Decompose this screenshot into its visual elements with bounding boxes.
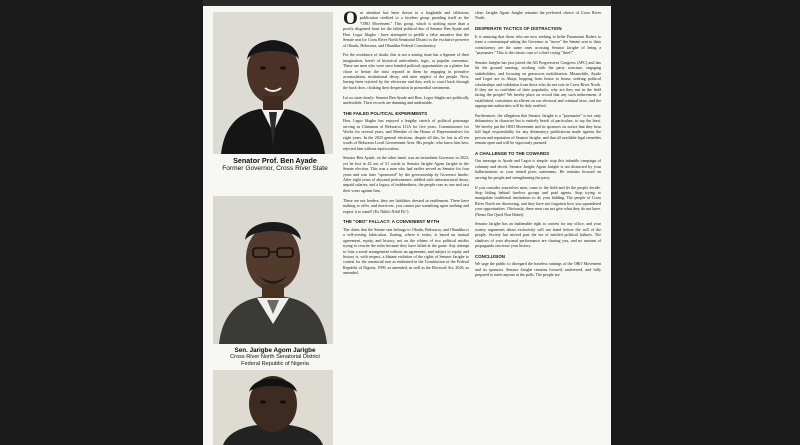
- paragraph: Let us state clearly: Senator Ben Ayade and Hon. Legor Idagbo are politically unelectable. Their records are damning and undeniable.: [343, 94, 469, 106]
- article-column-1: [343, 10, 469, 280]
- section-heading: THE "OBO" FALLACY: A CONVENIENT MYTH: [343, 218, 440, 224]
- paragraph-text: ur attention has been drawn to a laughable and fallacious publication credited to a faceless group parading itself as the "OBO Movement." This group, which is nothing more than a poorly disguised front for the failed political duo of Senator Ben Ayade and Hon. Legor Idagbo - have attempted to peddle a false narrative that the Senate seat for Cross River North Senatorial District is the exclusive preserve of Obudu, Bekwarra, and Obanliku Federal Constituency.: [343, 10, 469, 48]
- section-heading: A CHALLENGE TO THE COWARDS: [475, 150, 550, 156]
- paragraph: We urge the public to disregard the baseless rantings of the OBO Movement and its sponsors. Senator Jarigbe remains focused, undeterred, and fully prepared to meet anyone at the polls. The people are: [475, 261, 601, 278]
- paragraph: Senator Ben Ayade, on the other hand, was an incumbent Governor in 2023, yet he lost in 42 out of 51 wards to Senator Jarigbe Agom Jarigbe in the Senate election. This was a man who had earlier served as Senator for four years and was later "sponsored" by the governorship by Governor Imoke. After eight years of abysmal performance, riddled with infrastructural decay, unpaid salaries, and a legacy of indebtedness, the people rose as one and cast their votes against him.: [343, 155, 469, 193]
- caption-jarigbe-role-1: Cross River North Senatorial District: [230, 354, 320, 361]
- portrait-jarigbe-image: [213, 196, 333, 344]
- section-heading: DESPERATE TACTICS OF DISTRACTION: [475, 25, 562, 31]
- drop-cap: O: [343, 8, 358, 29]
- paragraph: Our message to Ayade and Legor is simple: stop this infantile campaign of calumny and deceit. Senator Jarigbe Agom Jarigbe is not distracted by your hallucinations or your rented press statements. He remains focused on serving his people and strengthening the party.: [475, 158, 601, 180]
- paragraph: For the avoidance of doubt, this is not a zoning issue but a figment of their imagination, bereft of historical antecedents, logic, or popular consensus. These are men who were once handed political opportunities on a platter but chose to betray the trust reposed in them by engaging in primitive accumulation, institutional decay, and utter neglect of the people. Now, having been rejected by the electorate and they seek to crawl back through the back door, cloaking their desperation in primordial sentiments.: [343, 52, 469, 90]
- photo-legor: [213, 370, 333, 445]
- top-border: [203, 0, 611, 6]
- caption-jarigbe-name: Sen. Jarigbe Agom Jarigbe: [234, 347, 316, 354]
- portrait-legor-image: [213, 370, 333, 445]
- photo-jarigbe: [213, 196, 333, 344]
- article-column-2: [475, 10, 601, 282]
- paragraph: Senator Jarigbe has just joined the All Progressives Congress (APC) and has hit the ground running, working with the party structure, engaging stakeholders, and focusing on grassroots mobilization. Meanwhile, Ayade and Legor are in Abuja, hopping from house to house, seeking political scholarships and validation from those who do not vote in Cross River North. If they are so confident of their popularity, why are they not in the field facing the people? We hereby place on record that any such inducement, if established, constitutes an affront on our electoral and criminal laws, and the appropriate authorities will be duly notified.: [475, 59, 601, 109]
- caption-ayade-name: Senator Prof. Ben Ayade: [233, 156, 317, 165]
- paragraph: It is amusing that those who are now seeking to bribe Paramount Rulers to issue a communiqué asking the Governor to "move" the Senate seat to their constituency are the same ones accusing Senator Jarigbe of being a "paymaster." This is the classic case of a thief crying "thief!": [475, 33, 601, 55]
- caption-jarigbe: [209, 347, 341, 367]
- paragraph: [343, 10, 469, 48]
- paragraph: These are not leaders; they are liabilities dressed in entitlement. There have nothing to offer, and moreover, you cannot put something upon nothing and expect it to stand? (Ex Nihilo Nihil Fit").: [343, 197, 469, 214]
- paragraph: Hon. Legor Idagbo has enjoyed a lengthy stretch of political patronage serving as Chairman of Bekwarra LGA for five years, Commissioner for Works for several years, and Member of the House of Representatives for eight years. In the 2023 general elections, despite all this, he lost in all ten wards of Bekwarra Local Government Area. His people, who know him best, rejected him without equivocation.: [343, 118, 469, 151]
- paragraph: clear: Jarigbe Agom Jarigbe remains the preferred choice of Cross River North.: [475, 10, 601, 21]
- section-heading: CONCLUSION: [475, 253, 506, 259]
- paragraph: Senator Jarigbe has an inalienable right to contest for any office, and your watery arguments about exclusivity will not stand before the will of the people. Society has moved past the era of entitled political failures. The shadows of your abysmal performance are chasing you, and no amount of propaganda can erase your history.: [475, 221, 601, 249]
- paragraph: Furthermore, the allegation that Senator Jarigbe is a "paymaster" is not only defamatory in character but is entirely bereft of particulars, to say the least. We hereby put the OBO Movement and its sponsors on notice that they bear full legal responsibility for any defamatory publications made against the person and reputation of Senator Jarigbe, and that all available legal remedies remain open and will be vigorously pursued.: [475, 113, 601, 146]
- section-heading: THE FAILED POLITICAL EXPERIMENTS: [343, 110, 428, 116]
- paragraph: If you consider yourselves men, come to the field and let the people decide. Stop hiding behind faceless groups and paid agents. Stop trying to manipulate traditional institutions to do your bidding. The people of Cross River North are discerning, and they have not forgotten how you squandered your opportunities. Obviously, these men can not give what they do not have. (Nemo Dat Quod Non Habet).: [475, 184, 601, 217]
- photo-ayade: [213, 12, 333, 154]
- newspaper-page: [203, 0, 611, 445]
- caption-ayade: [209, 157, 341, 173]
- caption-ayade-role: Former Governor, Cross River State: [222, 165, 328, 173]
- paragraph: The claim that the Senate seat belongs to Obudu, Bekwarra, and Obanliku is a self-serving fabrication. Zoning, where it exists, is based on mutual agreement, equity, and history, not on the whims of two political misfits trying to rewrite the rules because they have failed at the game. Any attempt to foist a zonal arrangement without an agreement, and subject to equity and history is, with respect, a blatant violation of the rights of Senator Jarigbe to contest for the senatorial seat as enshrined in the Constitution of the Federal Republic of Nigeria, 1999, as amended, as well as the Electoral Act, 2026, as amended.: [343, 226, 469, 276]
- portrait-ayade-image: [213, 12, 333, 154]
- caption-jarigbe-role-2: Federal Republic of Nigeria: [241, 360, 309, 367]
